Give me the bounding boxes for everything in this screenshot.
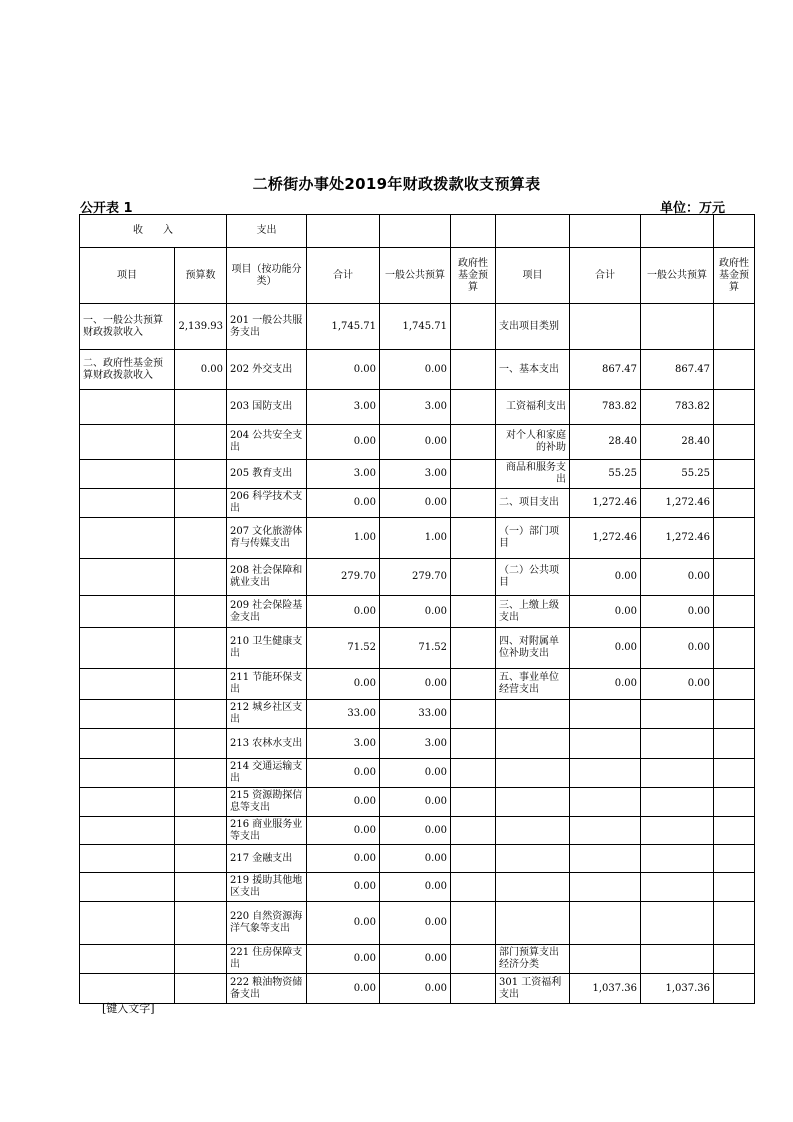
function-general: 3.00 [380,460,451,489]
function-gov-fund [451,817,496,845]
income-amount [175,729,227,759]
income-item [80,873,175,902]
footnote: [键入文字] [102,1002,155,1015]
function-item: 214 交通运输支出 [227,759,307,788]
table-row [80,845,755,873]
category-item [496,873,570,902]
page-title: 二桥街办事处2019年财政拨款收支预算表 [252,175,541,193]
function-total: 0.00 [307,873,380,902]
function-total: 0.00 [307,945,380,974]
table-row [80,700,755,729]
function-general: 0.00 [380,945,451,974]
income-amount [175,845,227,873]
income-item [80,817,175,845]
category-gov-fund [714,759,755,788]
function-total: 3.00 [307,390,380,425]
function-gov-fund [451,700,496,729]
function-total: 0.00 [307,425,380,460]
category-item [496,788,570,817]
function-gov-fund [451,788,496,817]
category-gov-fund [714,559,755,596]
income-item [80,518,175,559]
function-gov-fund [451,390,496,425]
col-general2: 一般公共预算 [641,248,714,304]
income-amount [175,425,227,460]
category-total: 28.40 [570,425,641,460]
function-gov-fund [451,729,496,759]
function-total: 0.00 [307,788,380,817]
function-general: 3.00 [380,390,451,425]
category-item: 三、上缴上级支出 [496,596,570,628]
function-total: 1.00 [307,518,380,559]
category-item: 五、事业单位经营支出 [496,669,570,700]
category-gov-fund [714,425,755,460]
table-row [80,596,755,628]
category-gov-fund [714,669,755,700]
function-total: 0.00 [307,350,380,390]
category-item: （二）公共项目 [496,559,570,596]
category-total [570,873,641,902]
income-item [80,902,175,945]
income-amount [175,628,227,669]
category-gov-fund [714,845,755,873]
category-item: 部门预算支出经济分类 [496,945,570,974]
category-total: 0.00 [570,559,641,596]
function-total: 1,745.71 [307,304,380,350]
function-item: 217 金融支出 [227,845,307,873]
function-general: 1.00 [380,518,451,559]
category-general [641,304,714,350]
table-row [80,669,755,700]
category-general [641,700,714,729]
category-total [570,788,641,817]
income-item [80,596,175,628]
function-item: 206 科学技术支出 [227,489,307,518]
income-item [80,974,175,1004]
function-gov-fund [451,759,496,788]
income-item [80,669,175,700]
category-gov-fund [714,729,755,759]
category-item [496,817,570,845]
function-general: 0.00 [380,974,451,1004]
category-gov-fund [714,596,755,628]
function-item: 221 住房保障支出 [227,945,307,974]
function-total: 0.00 [307,845,380,873]
category-general: 55.25 [641,460,714,489]
header-row-2 [80,248,755,304]
function-total: 0.00 [307,759,380,788]
function-total: 0.00 [307,596,380,628]
col-general: 一般公共预算 [380,248,451,304]
income-item [80,489,175,518]
income-item [80,759,175,788]
function-gov-fund [451,559,496,596]
income-amount [175,759,227,788]
function-gov-fund [451,845,496,873]
table-row [80,974,755,1004]
category-gov-fund [714,817,755,845]
function-total: 0.00 [307,817,380,845]
table-row [80,945,755,974]
income-amount [175,518,227,559]
category-gov-fund [714,902,755,945]
category-gov-fund [714,945,755,974]
function-general: 0.00 [380,350,451,390]
category-total: 0.00 [570,669,641,700]
function-total: 0.00 [307,489,380,518]
category-item: 对个人和家庭的补助 [496,425,570,460]
table-row [80,304,755,350]
col-total2: 合计 [570,248,641,304]
function-item: 201 一般公共服务支出 [227,304,307,350]
income-amount [175,902,227,945]
income-amount [175,390,227,425]
function-gov-fund [451,945,496,974]
function-item: 222 粮油物资储备支出 [227,974,307,1004]
function-gov-fund [451,628,496,669]
category-total: 1,037.36 [570,974,641,1004]
category-item: 支出项目类别 [496,304,570,350]
function-general: 0.00 [380,845,451,873]
income-item [80,700,175,729]
category-item: 商品和服务支出 [496,460,570,489]
category-general [641,759,714,788]
category-total [570,845,641,873]
category-total [570,902,641,945]
col-item: 项目 [80,248,175,304]
table-row [80,559,755,596]
category-general: 783.82 [641,390,714,425]
col-gov-fund: 政府性基金预算 [451,248,496,304]
function-item: 211 节能环保支出 [227,669,307,700]
table-row [80,788,755,817]
income-amount [175,788,227,817]
table-row [80,628,755,669]
category-gov-fund [714,873,755,902]
category-item: 一、基本支出 [496,350,570,390]
function-total: 0.00 [307,902,380,945]
function-general: 0.00 [380,873,451,902]
function-item: 216 商业服务业等支出 [227,817,307,845]
function-item: 213 农林水支出 [227,729,307,759]
income-header: 收 入 [80,215,227,248]
category-general [641,902,714,945]
function-general: 0.00 [380,902,451,945]
category-total [570,817,641,845]
category-general: 0.00 [641,559,714,596]
category-total: 0.00 [570,596,641,628]
income-amount [175,489,227,518]
table-row [80,350,755,390]
income-amount [175,817,227,845]
col-total: 合计 [307,248,380,304]
table-row [80,489,755,518]
category-general: 1,037.36 [641,974,714,1004]
function-item: 212 城乡社区支出 [227,700,307,729]
category-general [641,788,714,817]
category-total: 783.82 [570,390,641,425]
unit-label: 单位：万元 [660,201,726,216]
col-gov-fund2: 政府性基金预算 [714,248,755,304]
category-general [641,729,714,759]
income-item: 一、一般公共预算财政拨款收入 [80,304,175,350]
category-general: 28.40 [641,425,714,460]
category-gov-fund [714,700,755,729]
category-item [496,759,570,788]
category-total: 55.25 [570,460,641,489]
income-amount [175,700,227,729]
function-total: 33.00 [307,700,380,729]
function-gov-fund [451,974,496,1004]
category-item [496,700,570,729]
function-item: 207 文化旅游体育与传媒支出 [227,518,307,559]
category-general [641,945,714,974]
function-general: 279.70 [380,559,451,596]
income-amount [175,974,227,1004]
function-gov-fund [451,596,496,628]
income-amount [175,460,227,489]
function-gov-fund [451,902,496,945]
function-item: 220 自然资源海洋气象等支出 [227,902,307,945]
function-item: 205 教育支出 [227,460,307,489]
category-item [496,845,570,873]
category-general [641,845,714,873]
category-general [641,873,714,902]
category-general: 1,272.46 [641,489,714,518]
table-row [80,873,755,902]
income-amount [175,669,227,700]
table-row [80,460,755,489]
function-general: 0.00 [380,817,451,845]
category-total: 1,272.46 [570,489,641,518]
function-item: 208 社会保障和就业支出 [227,559,307,596]
function-total: 279.70 [307,559,380,596]
category-gov-fund [714,628,755,669]
category-gov-fund [714,350,755,390]
table-row [80,425,755,460]
function-general: 0.00 [380,425,451,460]
col-budget: 预算数 [175,248,227,304]
category-general: 867.47 [641,350,714,390]
table-row [80,729,755,759]
function-gov-fund [451,425,496,460]
function-general: 71.52 [380,628,451,669]
income-item [80,945,175,974]
table-row [80,518,755,559]
function-general: 0.00 [380,759,451,788]
income-amount [175,596,227,628]
category-general [641,817,714,845]
category-item: （一）部门项目 [496,518,570,559]
income-item [80,729,175,759]
category-total: 0.00 [570,628,641,669]
category-total: 1,272.46 [570,518,641,559]
function-total: 0.00 [307,974,380,1004]
function-total: 3.00 [307,729,380,759]
category-total [570,945,641,974]
table-label: 公开表 1 [80,201,133,216]
function-general: 0.00 [380,788,451,817]
function-item: 209 社会保险基金支出 [227,596,307,628]
income-item [80,460,175,489]
function-item: 203 国防支出 [227,390,307,425]
function-total: 71.52 [307,628,380,669]
category-total: 867.47 [570,350,641,390]
function-gov-fund [451,304,496,350]
category-general: 0.00 [641,596,714,628]
category-total [570,729,641,759]
category-gov-fund [714,390,755,425]
col-item-function: 项目（按功能分类） [227,248,307,304]
category-item: 四、对附属单位补助支出 [496,628,570,669]
col-item2: 项目 [496,248,570,304]
category-general: 1,272.46 [641,518,714,559]
function-gov-fund [451,489,496,518]
table-row [80,390,755,425]
category-item: 301 工资福利支出 [496,974,570,1004]
table-row [80,759,755,788]
category-total [570,700,641,729]
function-general: 3.00 [380,729,451,759]
income-item [80,559,175,596]
budget-table [79,214,755,1004]
income-amount: 0.00 [175,350,227,390]
function-general: 0.00 [380,596,451,628]
function-gov-fund [451,873,496,902]
function-gov-fund [451,460,496,489]
income-amount [175,873,227,902]
income-item: 二、政府性基金预算财政拨款收入 [80,350,175,390]
function-item: 215 资源勘探信息等支出 [227,788,307,817]
category-item [496,902,570,945]
expenditure-header: 支出 [227,215,307,248]
function-item: 210 卫生健康支出 [227,628,307,669]
category-general: 0.00 [641,628,714,669]
income-amount [175,559,227,596]
function-general: 1,745.71 [380,304,451,350]
category-gov-fund [714,489,755,518]
category-total [570,759,641,788]
function-total: 0.00 [307,669,380,700]
income-item [80,390,175,425]
income-item [80,788,175,817]
income-item [80,425,175,460]
income-amount [175,945,227,974]
function-gov-fund [451,350,496,390]
function-item: 219 援助其他地区支出 [227,873,307,902]
category-total [570,304,641,350]
category-gov-fund [714,460,755,489]
category-general: 0.00 [641,669,714,700]
income-amount: 2,139.93 [175,304,227,350]
function-item: 204 公共安全支出 [227,425,307,460]
table-row [80,902,755,945]
income-item [80,845,175,873]
function-total: 3.00 [307,460,380,489]
category-gov-fund [714,518,755,559]
income-item [80,628,175,669]
function-general: 0.00 [380,489,451,518]
category-gov-fund [714,304,755,350]
category-gov-fund [714,788,755,817]
header-row-1 [80,215,755,248]
category-gov-fund [714,974,755,1004]
function-general: 33.00 [380,700,451,729]
function-item: 202 外交支出 [227,350,307,390]
function-general: 0.00 [380,669,451,700]
category-item: 工资福利支出 [496,390,570,425]
category-item: 二、项目支出 [496,489,570,518]
table-row [80,817,755,845]
function-gov-fund [451,518,496,559]
function-gov-fund [451,669,496,700]
category-item [496,729,570,759]
